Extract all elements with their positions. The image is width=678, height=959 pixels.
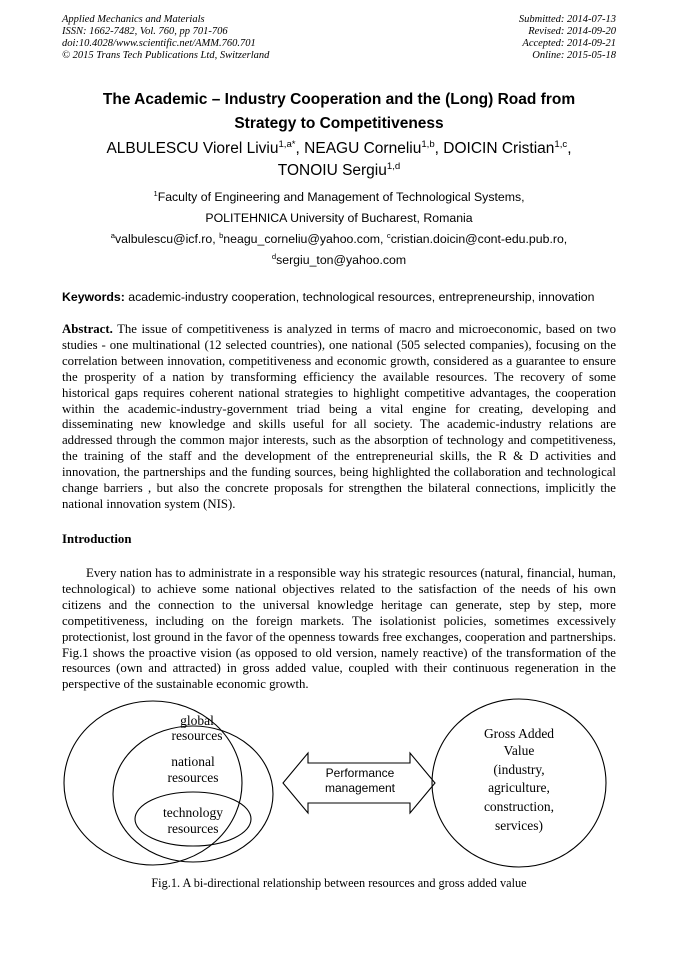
journal-issn: ISSN: 1662-7482, Vol. 760, pp 701-706	[62, 26, 228, 37]
affiliation-line-2: POLITEHNICA University of Bucharest, Romania	[205, 211, 473, 225]
date-submitted: Submitted: 2014-07-13	[518, 14, 616, 25]
date-revised: Revised: 2014-09-20	[528, 26, 616, 37]
email-a: valbulescu@icf.ro,	[114, 232, 220, 246]
author-list	[62, 138, 616, 182]
global-label-2: resources	[171, 728, 223, 743]
section-heading: Introduction	[62, 532, 132, 546]
gav-label-1: Gross Added	[483, 726, 555, 741]
gav-label-5: construction,	[483, 799, 555, 814]
author-1: ALBULESCU Viorel Liviu	[106, 140, 279, 157]
figure-caption: Fig.1. A bi-directional relationship between resources and gross added value	[151, 876, 527, 890]
emails-line-2: $^d$sergiu_ton@yahoo.com	[271, 251, 407, 267]
national-label-2: resources	[167, 770, 219, 785]
authors-line-1: ALBULESCU Viorel Liviu$^{1,a*}$, NEAGU Corneliu$^{1,b}$, DOICIN Cristian$^{1,c}$,	[106, 138, 572, 157]
author-4-sup: 1,d	[386, 160, 401, 172]
author-4: TONOIU Sergiu	[277, 162, 387, 179]
gav-label-3: (industry,	[493, 762, 545, 777]
national-label-1: national	[171, 754, 215, 769]
keywords-text: academic-industry cooperation, technological resources, entrepreneurship, innovation	[124, 290, 595, 304]
author-2: NEAGU Corneliu	[304, 140, 422, 157]
technology-label-1: technology	[163, 805, 223, 820]
gav-label-2: Value	[503, 743, 535, 758]
abstract-text: The issue of competitiveness is analyzed in terms of macro and microeconomic, based on two studies - one multinational (12 selected countries), one national (505 selected companies), focusing on the correlation between innovation, competitiveness and economic growth, considered as a guarantee to ensure the prosperity of a nation by transforming efficiency the available resources. The recovery of some historical gaps requires coherent national strategies to highlight competitive advantages, the cooperation within the academic-industry-government triad being a vital engine for creating, developing and disseminating new knowledge and skills useful for all society. The academic-industry relations are addressed through the common major interests, such as the absorption of technology and competitiveness, the training of the staff and the development of the entrepreneurial skills, the R & D activities and innovation, the partnerships and the funding sources, being highlighted the collaboration and technological change barriers , but also the concrete proposals for strengthen the bilateral connections, implicitly the national innovation system (NIS).	[62, 322, 616, 511]
author-1-sup: 1,a*	[278, 138, 296, 150]
paper-title	[62, 88, 616, 136]
email-c: cristian.doicin@cont-edu.pub.ro,	[390, 232, 568, 246]
journal-copyright: © 2015 Trans Tech Publications Ltd, Switzerland	[62, 50, 270, 61]
national-resources-ellipse	[113, 726, 273, 862]
gav-label-6: services)	[495, 818, 543, 833]
date-online: Online: 2015-05-18	[532, 50, 616, 61]
email-b: neagu_corneliu@yahoo.com,	[223, 232, 387, 246]
arrow-label-2: management	[324, 781, 396, 795]
emails-line-1: $^a$valbulescu@icf.ro, $^b$neagu_corneliu@yahoo.com, $^c$cristian.doicin@cont-edu.pub.ro,	[110, 230, 568, 246]
author-3: DOICIN Cristian	[443, 140, 555, 157]
author-3-sup: 1,c	[554, 138, 568, 150]
intro-paragraph: Every nation has to administrate in a responsible way his strategic resources (natural, financial, human, technological) to achieve some national objectives related to the satisfaction of the needs of his own citizens and the connection to the universal knowledge heritage can generate, step by step, more competitiveness, including on the foreign markets. The isolationist policies, sometimes excessively protectionist, lost ground in the favor of the openness towards free exchanges, cooperation and partnerships. Fig.1 shows the proactive vision (as opposed to old version, namely reactive) of the transformation of the resources (own and attracted) in gross added value, coupled with their continuous regeneration in the perspective of the sustainable economic growth.	[62, 566, 617, 692]
title-line-1: The Academic – Industry Cooperation and the (Long) Road from	[102, 91, 576, 108]
dates-header	[519, 14, 616, 62]
technology-label-2: resources	[167, 821, 219, 836]
date-accepted: Accepted: 2014-09-21	[522, 38, 616, 49]
abstract	[62, 322, 616, 513]
figure-1	[62, 695, 616, 870]
figure-diagram	[62, 695, 616, 870]
abstract-label: Abstract.	[62, 322, 113, 336]
keywords	[62, 290, 622, 304]
keywords-label: Keywords:	[62, 290, 125, 304]
global-label-1: global	[180, 713, 214, 728]
title-line-2: Strategy to Competitiveness	[234, 115, 444, 132]
gav-label-4: agriculture,	[488, 780, 550, 795]
arrow-label-1: Performance	[325, 766, 395, 780]
author-2-sup: 1,b	[421, 138, 435, 150]
authors-line-2	[62, 160, 616, 182]
affiliation-line-1: $^1$Faculty of Engineering and Management of Technological Systems,	[153, 188, 525, 204]
journal-doi: doi:10.4028/www.scientific.net/AMM.760.701	[62, 38, 256, 49]
journal-header	[62, 14, 269, 62]
email-d: sergiu_ton@yahoo.com	[276, 253, 407, 267]
affiliation	[62, 187, 616, 271]
journal-name: Applied Mechanics and Materials	[62, 14, 205, 25]
